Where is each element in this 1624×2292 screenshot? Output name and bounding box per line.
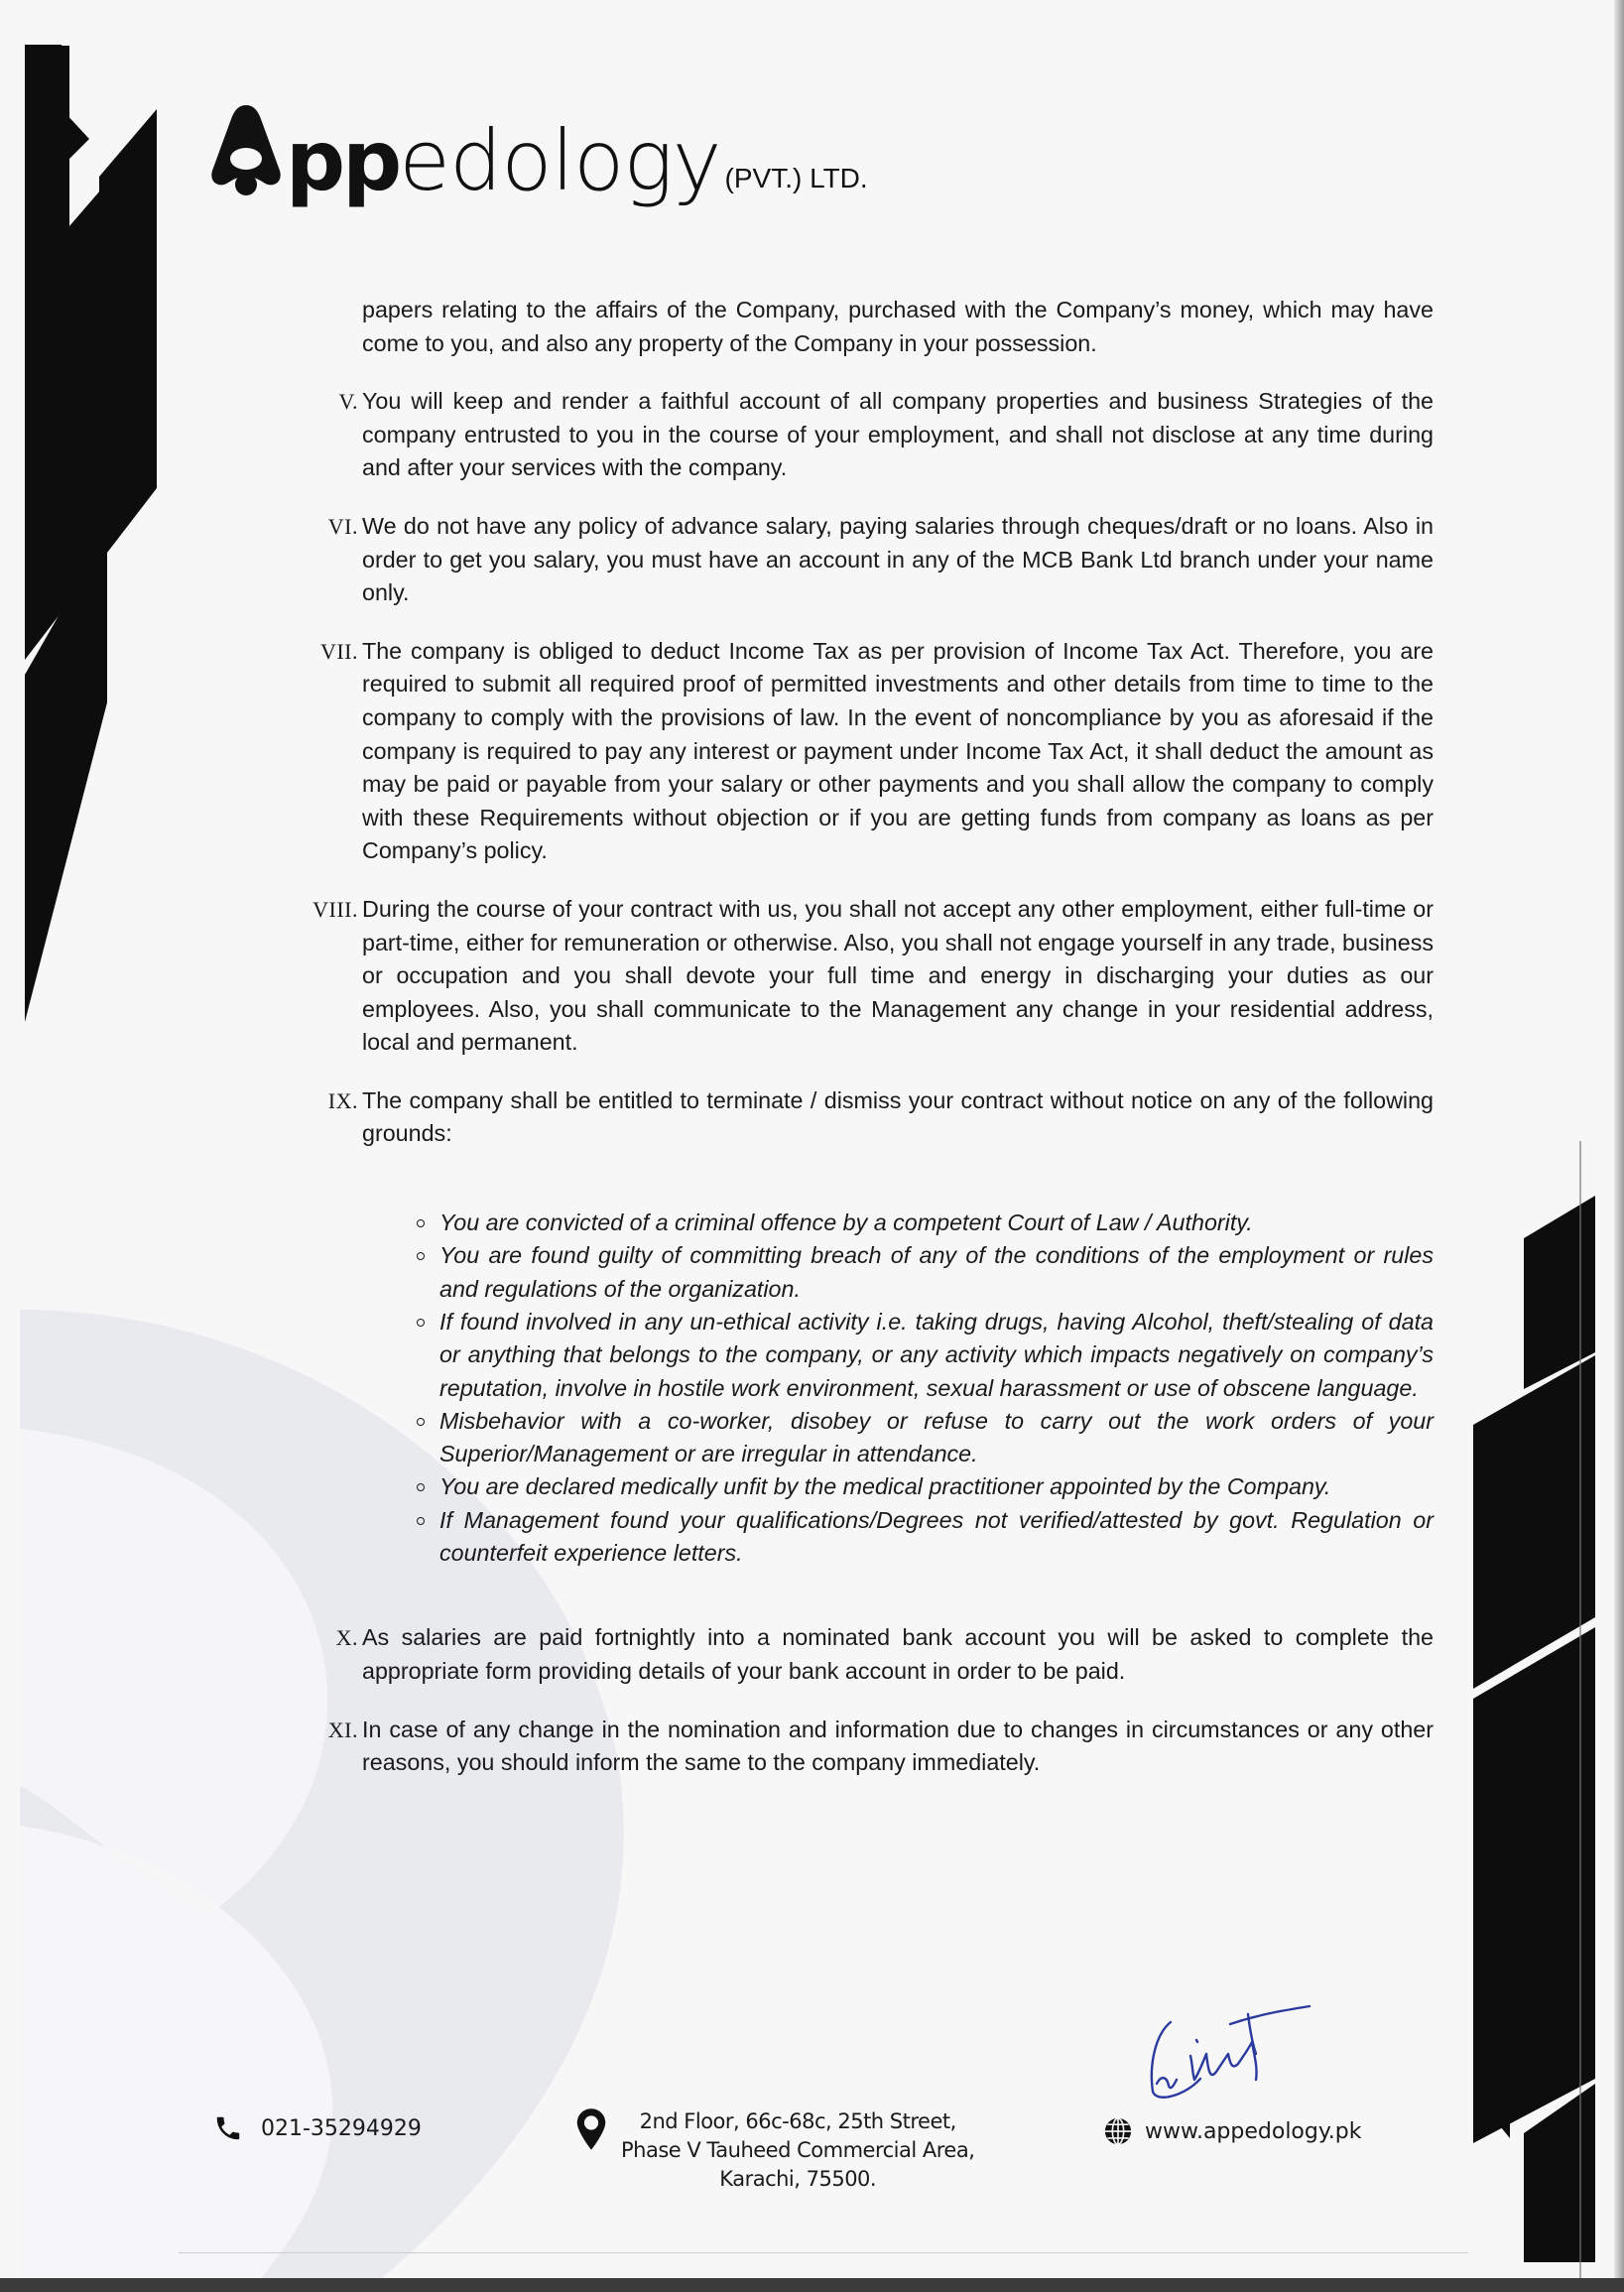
list-item: You are found guilty of committing breach of any of the conditions of the employment or rules and regulations of the organization. (439, 1239, 1434, 1306)
clause-text: As salaries are paid fortnightly into a nominated bank account you will be asked to complete the appropriate form providing details of your bank account in order to be paid. (362, 1624, 1434, 1684)
clause-text: In case of any change in the nomination and information due to changes in circumstances or any other reasons, you should inform the same to the company immediately. (362, 1716, 1434, 1776)
website-url[interactable]: www.appedology.pk (1145, 2118, 1362, 2144)
clause-text: You will keep and render a faithful account of all company properties and business Strategies of the company entrusted to you in the course of your employment, and shall not disclose at any time during and after your services with the company. (362, 388, 1434, 481)
clause-number: VII. (319, 638, 358, 664)
clause-ix (298, 1084, 1434, 1151)
globe-icon (1103, 2116, 1133, 2146)
clause-v (298, 385, 1434, 485)
list-item: Misbehavior with a co-worker, disobey or refuse to carry out the work orders of your Superior/Management or are irregular in attendance. (439, 1405, 1434, 1471)
list-item: You are convicted of a criminal offence by a competent Court of Law / Authority. (439, 1207, 1434, 1239)
clause-number: V. (338, 389, 358, 415)
clause-number: XI. (327, 1717, 358, 1742)
right-band-upper (1524, 1196, 1595, 1389)
clause-number: VI. (327, 513, 358, 539)
phone-number: 021-35294929 (261, 2115, 422, 2141)
clause-text: During the course of your contract with us, you shall not accept any other employment, either full-time or part-time, either for remuneration or otherwise. Also, you shall not engage yourself in any trade, business or occupation and you shall devote your full time and energy in discharging your duties as our employees. Also, you shall communicate to the Management any change in your residential address, local and permanent. (362, 895, 1434, 1056)
continued-paragraph (298, 294, 1434, 360)
list-item: You are declared medically unfit by the medical practitioner appointed by the Company. (439, 1470, 1434, 1503)
company-logo (210, 87, 868, 209)
footer-website (1103, 2116, 1361, 2146)
address-lines (621, 2107, 974, 2194)
clause-number: VIII. (312, 896, 358, 922)
address-line: Karachi, 75500. (719, 2167, 877, 2191)
list-item: If found involved in any un-ethical activity i.e. taking drugs, having Alcohol, theft/stealing of data or anything that belongs to the company, or any activity which impacts negatively on company’s reputation, involve in hostile work environment, sexual harassment or use of obscene language. (439, 1306, 1434, 1405)
clause-x (298, 1621, 1434, 1688)
right-band-main (1473, 1355, 1595, 2143)
termination-grounds-list (298, 1207, 1434, 1570)
letter-body (298, 294, 1434, 1803)
phone-icon (213, 2113, 243, 2143)
logo-a-mark-icon (210, 101, 282, 196)
clause-number: X. (335, 1625, 358, 1651)
address-line: Phase V Tauheed Commercial Area, (621, 2138, 975, 2162)
clause-text: We do not have any policy of advance salary, paying salaries through cheques/draft or no loans. Also in order to get you salary, you must have an account in any of the MCB Bank Ltd branch under your name only. (362, 512, 1434, 606)
handwritten-signature (1131, 1984, 1329, 2103)
list-item: If Management found your qualifications/Degrees not verified/attested by govt. Regulation or counterfeit experience letters. (439, 1504, 1434, 1571)
scan-artifact-line (179, 2252, 1468, 2253)
map-pin-icon (575, 2107, 607, 2151)
address-line: 2nd Floor, 66c-68c, 25th Street, (639, 2109, 956, 2133)
clause-text: The company shall be entitled to terminate / dismiss your contract without notice on any of the following grounds: (362, 1086, 1434, 1147)
clause-number: IX. (327, 1087, 358, 1113)
company-suffix: (PVT.) LTD. (724, 163, 868, 193)
clause-text: The company is obliged to deduct Income Tax as per provision of Income Tax Act. Therefore, you are required to submit all required proof of permitted investments and other details from time to time to the company to comply with the provisions of law. In the event of noncompliance by you as aforesaid if the company is required to pay any interest or payment under Income Tax Act, it shall deduct the amount as may be paid or payable from your salary or other payments and you shall allow the company to comply with these Requirements without objection or if you are getting funds from company as loans as per Company’s policy. (362, 637, 1434, 864)
continued-text: papers relating to the affairs of the Company, purchased with the Company’s money, which may have come to you, and also any property of the Company in your possession. (362, 297, 1434, 356)
clause-xi (298, 1714, 1434, 1780)
footer-phone (213, 2113, 422, 2143)
footer-address (575, 2107, 974, 2194)
clause-vii (298, 635, 1434, 868)
logo-text-light: edology (399, 112, 721, 209)
logo-text-bold: pp (286, 112, 400, 209)
scan-bottom-edge (0, 2278, 1624, 2292)
clause-vi (298, 510, 1434, 610)
scan-edge (1614, 0, 1624, 2292)
clause-viii (298, 893, 1434, 1060)
